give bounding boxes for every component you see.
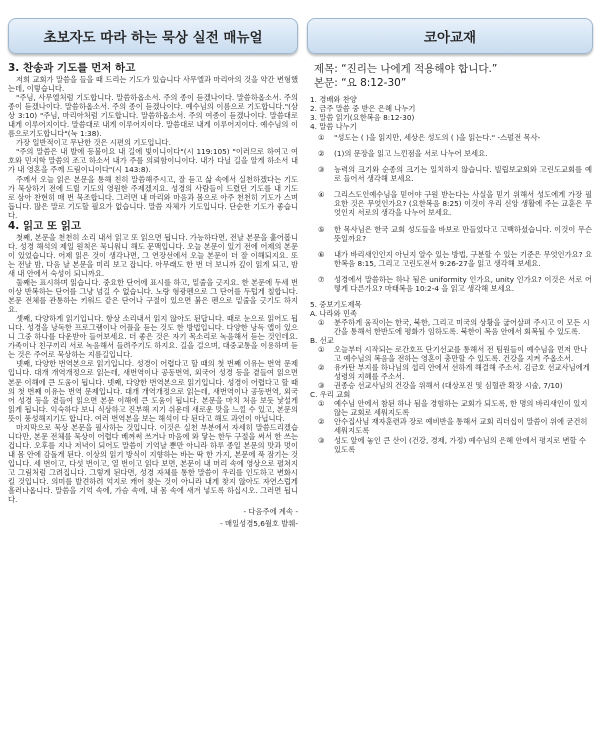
paragraph: 넷째, 다양한 번역본으로 읽기입니다. 성경이 어렵다고 할 때의 첫 번째 이유는 번역 문제입니다. 대개 개역개정으로 읽는데, 새번역이나 공동번역, 외국어 성경 등을 곁들여 읽으면 본문 이해에 큰 도움이 됩니다. 넷째, 다양한 번역본으로 읽기입니다. 성경이 어렵다고 할 때의 첫 번째 이유는 번역 문제입니다. 대개 개역개정으로 읽는데, 새번역이나 공동번역, 외국어 성경 등을 곁들여 읽으면 본문 이해에 큰 도움이 됩니다. 본문을 마치 처음 보듯 낯설게 읽게 됩니다. 익숙하다 보니 식상하고 진부해 지기 쉬운데 새로운 맛을 느낄 수 있고, 본문의 뜻이 풍성해지기도 합니다. 여러 번역본을 보는 해석이 다 된다고 해도 과언이 아닙니다. xyxy=(8,359,298,423)
paragraph: "주의 말씀은 내 발에 등불이요 내 길에 빛이니이다"(시 119:105) "이러므로 하여고 여호와 민지학 말씀의 조고 하소서 내가 주를 의뢰함이니이다. 내가 다닐 길을 알게 하소서 내가 내 영혼을 주께 드림이니이다"(시 143:8). xyxy=(8,147,298,175)
question-item xyxy=(318,275,592,293)
prayer-text: 권종승 선교사님의 건강을 위해서 (대상포진 및 심혈관 확장 시술, 7/10) xyxy=(334,381,563,391)
prayer-number: ① xyxy=(318,345,325,355)
prayer-item xyxy=(318,399,592,417)
prayer-text: 오늘부터 시작되는 로간호프 단기선교를 통해서 전 팀원들이 예수님을 먼저 만나고 예수님의 복음을 전하는 영혼이 충만할 수 있도록. 건강을 지켜 주옵소서. xyxy=(334,345,588,364)
question-number: ⑦ xyxy=(318,274,325,284)
prayer-text: 성도 앞에 놓인 큰 산이 (건강, 경제, 가정) 예수님의 은혜 안에서 평지로 변할 수 있도록 xyxy=(334,435,586,454)
paragraph: 마지막으로 묵상 본문을 필사하는 것입니다. 이것은 실천 부분에서 자세히 말씀드리겠습니다만, 본문 전체를 묵상이 어렵다 베껴써 쓰거나 마음에 와 닿는 한두 구절을 써서 한 쓰는 겁니다. 오후를 지나 저녁이 되어도 말씀이 기억날 뿐만 아니라 하루 종일 본문의 맛과 멋이 내 몸 안에 감돌게 된다. 이상의 읽기 방식이 지향하는 바는 딱 한 가지, 본문에 푹 잠기는 것입니다. 세 번이고, 다섯 번이고, 열 번이고 읽다 보면, 본문이 내 머리 속에 영상으로 펼쳐지고 그림처럼 그려집니다. 그렇게 된다면, 성경 자체를 통한 말씀이 우리를 인도하고 변화시킬 것입니다. 의미를 발견하려 억지로 캐어 찾는 것이 아니라 내게 찾지 않아도 자연스럽게 흘러나옵니다. 말씀을 기억 속에, 가슴 속에, 내 몸 속에 새겨 넣도록 하십시오. 그러면 됩니다. xyxy=(8,422,298,505)
outline-item: 3. 말씀 읽기(요한복음 8:12-30) xyxy=(310,113,415,123)
question-item xyxy=(318,165,592,183)
source-note: - 매일성경5,6월호 발췌- xyxy=(220,519,298,529)
question-text: 그리스도인예수님을 믿어야 구원 받는다는 사실을 믿기 위해서 성도에게 가장 필요한 것은 무엇인가요? (요한복음 8:25) 이것이 우리 신앙 생활에 주는 교훈은 무엇인지 서로의 생각을 나누어 보세요. xyxy=(334,190,592,218)
left-header: 초보자도 따라 하는 묵상 실전 매뉴얼 xyxy=(8,18,298,54)
paragraph: 가장 일반적이고 무난한 것은 시편의 기도입니다. xyxy=(16,138,171,148)
left-column xyxy=(8,62,298,722)
prayer-title: 5. 중보기도제목 xyxy=(310,299,362,309)
prayer-item xyxy=(318,436,592,454)
question-item xyxy=(318,149,592,158)
prayer-text: 유카탄 부지를 하나님의 섭리 안에서 선하게 해결해 주소서. 김금호 선교사님에게 성령의 지혜를 주소서. xyxy=(334,363,590,382)
section4-body xyxy=(8,233,298,504)
paragraph: 둘째는 표시하며 읽습니다. 중요한 단어에 표시를 하고, 밑줄을 긋지요. 한 본문에 두세 번 이상 반복하는 단어를 그냥 넘길 수 없습니다. 노랑 형광펜으로 그 단어를 두텁게 칠합니다. 본문 전체를 관통하는 키워드 같은 단어나 구절이 있으면 붉은 펜으로 밑줄을 긋기도 하지요. xyxy=(8,277,298,315)
question-number: ⑥ xyxy=(318,249,325,259)
sermon-text: 본문: “요 8:12-30” xyxy=(314,77,407,89)
question-text: 성경에서 말씀하는 하나 됨은 uniformity 인가요, unity 인가요? 이것은 서로 어떻게 다른가요? 마태복음 10:2-4 을 읽고 생각해 보세요. xyxy=(334,274,592,293)
paragraph: 셋째, 다양하게 읽기입니다. 항상 소리내서 읽지 않아도 된답니다. 때로 눈으로 읽어도 됩니다. 성경을 낭독한 프로그램이나 어플을 듣는 것도 한 방법입니다. 다양한 낭독 앱이 있으니 그중 하나를 다운받아 들어보세요. 더 좋은 것은 자기 목소리로 녹음해서 듣는 것인데요. 가족이나 친구끼리 서로 녹음해서 들려주기도 하지요. 길을 걸으며, 대중교통을 이용하며 듣는 것은 주어로 묵상하는 지름길입니다. xyxy=(8,314,298,360)
prayer-item xyxy=(318,417,592,435)
sermon-title: 제목: “진리는 나에게 적용해야 합니다.” xyxy=(314,63,498,75)
prayer-group-label: A. 나라와 민족 xyxy=(310,308,358,318)
prayer-number: ③ xyxy=(318,381,325,391)
paragraph: 주께서 오늘 읽은 본문을 통해 친히 말씀해주시고, 잘 듣고 삶 속에서 실천하겠다는 기도가 묵상하기 전에 드릴 기도의 영원한 주제겠지요. 성경의 사람들이 드렸던 기도를 내 기도로 삼아 찬현히 매 번 묵조합니다. 그러면 내 마리와 마음과 몸으로 아주 천천히 기도가 스며듭니다. 많은 말로 기도할 필요가 없습니다. 말씀 자체가 기도입니다. 단순한 기도가 좋습니다. xyxy=(8,174,298,220)
question-item xyxy=(318,133,592,142)
question-number: ⑤ xyxy=(318,224,325,234)
question-item xyxy=(318,190,592,217)
section3-title: 3. 찬송과 기도를 먼저 하고 xyxy=(8,62,136,74)
question-number: ③ xyxy=(318,165,325,175)
question-text: 내가 바리새인인지 아닌지 알수 있는 방법, 구분할 수 있는 기준은 무엇인가요? 요한복음 8:15, 그리고 고린도전서 9:26-27을 읽고 생각해 보세요. xyxy=(334,249,592,268)
prayer-number: ① xyxy=(318,399,325,409)
prayer-number: ② xyxy=(318,417,325,427)
section3-body xyxy=(8,75,298,220)
paragraph: 첫째, 본문을 천천히 소리 내서 읽고 또 읽으면 됩니다. 가능하다면, 전날 본문을 훑어봅니다. 성경 해석의 제일 원칙은 묵니워니 해도 문맥입니다. 오늘 본문이 있기 전에 어제의 본문이 있었습니다. 어제 읽은 것이 생각나면, 그 연장선에서 오늘 본문이 더 잘 이해되지요. 또는 전날 밤, 다음 날 본문을 미리 보고 잡니다. 아무래도 한 번 더 보니까 깊이 읽게 되고, 밤새 내 안에서 숙성이 되니까요. xyxy=(8,232,298,278)
prayer-number: ① xyxy=(318,317,325,327)
paragraph: "주님, 사무엘처럼 기도합니다. 말씀하옵소서. 주의 종이 듣겠나이다. 말씀하옵소서. 주의 종이 듣겠나이다. 말씀하옵소서. 주의 종이 듣겠나이다. 예수님의 이름으로 기도합니다."(삼상 3:10) "주님, 마리아처럼 기도합니다. 말씀하옵소서. 주의 여종이 듣겠나이다. 말씀대로 내게 이루어지이다. 말씀대로 내게 이루어지이다. 말씀대로 내게 이루어지이다. 예수님의 이름으로기도합니다"(눅 1:38). xyxy=(8,93,298,139)
question-number: ② xyxy=(318,149,325,159)
question-text: 한 목사님은 한국 교회 성도들을 바보로 만들었다고 고백하셨습니다. 이것이 무슨 뜻일까요? xyxy=(334,224,592,243)
question-list xyxy=(318,133,592,293)
prayer-item xyxy=(318,345,592,363)
prayer-item xyxy=(318,381,592,390)
right-column xyxy=(310,62,592,722)
outline-item: 2. 금주 말씀 중 받은 은혜 나누기 xyxy=(310,104,416,114)
question-text: (1)의 문장을 읽고 느낀점을 서로 나누어 보세요. xyxy=(334,149,488,159)
prayer-item xyxy=(318,318,592,336)
prayer-text: 안수집사님 재자훈련과 장로 예비반을 통해서 교회 리더십이 말씀이 위에 굳건히 세워지도록 xyxy=(334,417,588,436)
prayer-group-label: B. 선교 xyxy=(310,335,334,345)
question-text: "성도는 ( )을 읽지만, 세상은 성도의 ( )을 읽는다." -스펄전 목사- xyxy=(334,133,541,143)
prayer-number: ② xyxy=(318,363,325,373)
right-header: 코아교재 xyxy=(307,18,593,54)
question-item xyxy=(318,225,592,243)
question-item xyxy=(318,250,592,268)
prayer-number: ③ xyxy=(318,435,325,445)
question-number: ④ xyxy=(318,190,325,200)
prayer-list xyxy=(310,309,592,454)
prayer-text: 분주하게 움직이는 한국, 북한, 그리고 미국의 상황을 굽어살펴 주시고 이 모든 시간을 통해서 한반도에 평화가 임하도록. 북한이 복음 안에서 회복될 수 있도록. xyxy=(334,317,590,336)
question-number: ① xyxy=(318,133,325,143)
continued-note: - 다음주에 계속 - xyxy=(243,507,298,517)
outline-item: 1. 경배와 찬양 xyxy=(310,95,357,104)
prayer-text: 예수님 안에서 참된 하나 됨을 경험하는 교회가 되도록, 한 명의 바리새인이 있지 않는 교회로 세워지도록 xyxy=(334,399,588,418)
outline-item: 4. 말씀 나누기 xyxy=(310,122,357,132)
question-text: 능력의 크기와 순종의 크기는 일치하지 않습니다. 빌립보교회와 고린도교회를 예로 들어서 생각해 보세요. xyxy=(334,165,592,184)
prayer-item xyxy=(318,363,592,381)
section4-title: 4. 읽고 또 읽고 xyxy=(8,219,81,232)
prayer-group-label: C. 우리 교회 xyxy=(310,390,351,400)
paragraph: 저희 교회가 말씀을 들을 때 드리는 기도가 있습니다 사무엘과 마리아의 것을 약간 변형했는데, 이렇습니다. xyxy=(8,75,298,94)
outline-list xyxy=(310,95,592,131)
